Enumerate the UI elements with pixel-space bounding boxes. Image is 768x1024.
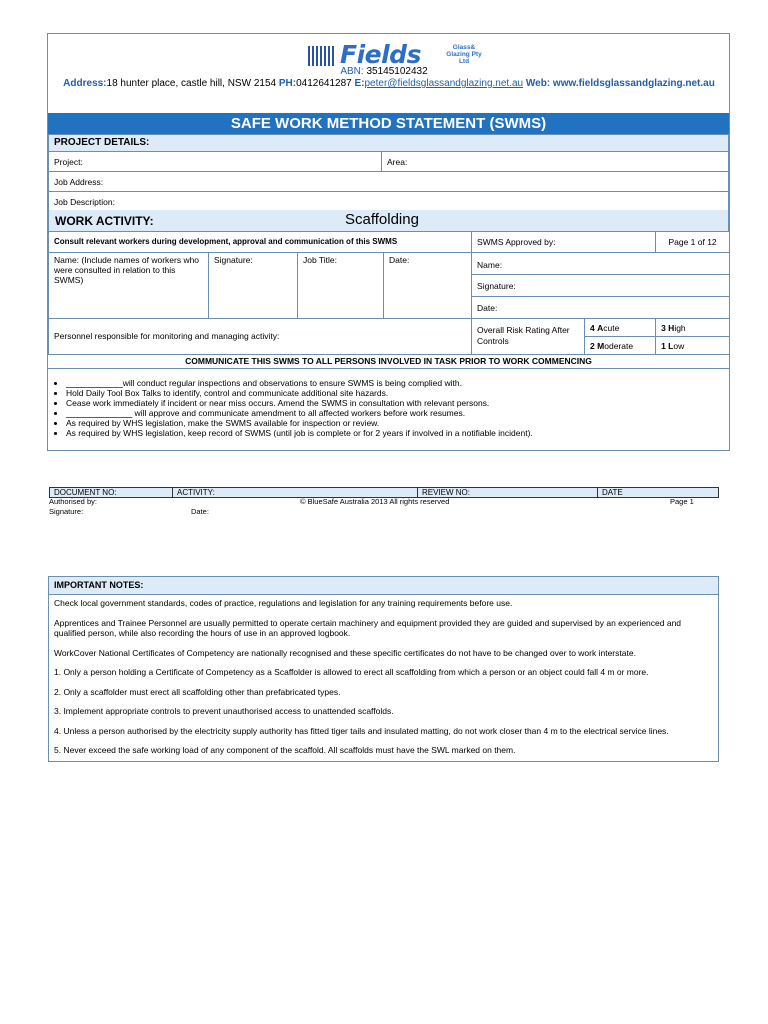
consult-section [48,232,729,355]
approver-date-field[interactable]: Date: [472,296,730,318]
important-notes-box [48,576,719,762]
note-item: 3. Implement appropriate controls to prevent unauthorised access to unattended scaffolds. [54,706,394,716]
consulted-workers-date-column[interactable]: Date: [384,252,472,318]
address-line [48,78,730,89]
list-item: • As required by WHS legislation, make the SWMS available for inspection or review. [66,418,729,428]
note-paragraph: Check local government standards, codes of practice, regulations and legislation for any training requirements before use. [54,598,513,608]
risk-acute[interactable]: 4 Acute [585,318,656,336]
approved-by-label: SWMS Approved by: [472,232,656,252]
divider [48,368,729,369]
footer-date: DATE [598,488,719,498]
address-value: 18 hunter place, castle hill, NSW 2154 [106,78,277,89]
project-field[interactable]: Project: [49,152,382,172]
job-description-field[interactable]: Job Description: [49,192,729,212]
communicate-heading: COMMUNICATE THIS SWMS TO ALL PERSONS INVOLVED IN TASK PRIOR TO WORK COMMENCING [185,356,592,366]
note-paragraph: WorkCover National Certificates of Competency are nationally recognised and these specific certificates do not have to be changed over to work interstate. [54,647,636,658]
work-activity-heading: WORK ACTIVITY: [55,214,154,228]
list-item: • ______________ will approve and communicate amendment to all affected workers before work resumes. [66,408,729,418]
note-item: 2. Only a scaffolder must erect all scaffolding other than prefabricated types. [54,686,341,697]
note-item: 5. Never exceed the safe working load of any component of the scaffold. All scaffolds must have the SWL marked on them. [54,745,516,755]
job-address-field[interactable]: Job Address: [49,172,729,192]
footer-document-no: DOCUMENT NO: [50,488,173,498]
footer-authorised-by: Authorised by: [49,497,97,506]
list-item: • Cease work immediately if incident or near miss occurs. Amend the SWMS in consultation with relevant persons. [66,398,729,408]
web-label: Web: [525,78,551,89]
work-activity-value: Scaffolding [345,211,419,228]
logo-subtext: Glass& Glazing Pty Ltd [446,44,482,65]
important-notes-heading: IMPORTANT NOTES: [49,577,718,595]
footer-date-label: Date: [191,507,209,516]
abn-value: 35145102432 [366,66,428,77]
abn-label: ABN: [340,66,364,77]
communicate-list [48,378,729,438]
footer-copyright: © BlueSafe Australia 2013 All rights reserved [300,497,450,506]
list-item: • Hold Daily Tool Box Talks to identify, control and communicate additional site hazards. [66,388,729,398]
risk-low[interactable]: 1 Low [656,336,730,354]
project-details-section [48,134,729,212]
note-item: 1. Only a person holding a Certificate of Competency as a Scaffolder is allowed to erect all scaffolding from which a person or an object could fall 4 m or more. [54,667,649,677]
footer-activity: ACTIVITY: [173,488,418,498]
approver-signature-field[interactable]: Signature: [472,274,730,296]
consulted-workers-signature-column[interactable]: Signature: [209,252,298,318]
list-item: • As required by WHS legislation, keep record of SWMS (until job is complete or for 2 years if involved in a notifiable incident). [66,428,729,438]
list-item: • ____________will conduct regular inspections and observations to ensure SWMS is being complied with. [66,378,729,388]
phone-value: 0412641287 [296,78,352,89]
consult-text: Consult relevant workers during development, approval and communication of this SWMS [49,232,472,252]
work-activity-row [48,210,729,232]
phone-label: PH: [278,78,297,89]
web-value[interactable]: www.fieldsglassandglazing.net.au [552,78,715,89]
overall-risk-label: Overall Risk Rating After Controls [472,318,585,354]
footer-review-no: REVIEW NO: [418,488,598,498]
document-title: SAFE WORK METHOD STATEMENT (SWMS) [48,113,729,134]
footer-signature: Signature: [49,507,84,516]
abn-line [0,66,768,77]
personnel-responsible-field[interactable]: Personnel responsible for monitoring and managing activity: [49,318,472,354]
project-details-heading: PROJECT DETAILS: [49,135,729,152]
note-paragraph: Apprentices and Trainee Personnel are usually permitted to operate certain machinery and equipment provided they are guided and supervised by an experienced and qualified person, while also recording the hours of use in an approved logbook. [54,617,682,638]
logo-bars-icon [308,46,336,66]
consulted-workers-job-title-column[interactable]: Job Title: [298,252,384,318]
footer-page: Page 1 [670,497,694,506]
email-label: E: [354,78,365,89]
consulted-workers-name-column[interactable]: Name: (Include names of workers who were consulted in relation to this SWMS) [49,252,209,318]
approver-name-field[interactable]: Name: [472,252,730,274]
note-item: 4. Unless a person authorised by the electricity supply authority has fitted tiger tails and insulated matting, do not work closer than 4 m to the electrical service lines. [54,725,669,736]
risk-high[interactable]: 3 High [656,318,730,336]
risk-moderate[interactable]: 2 Moderate [585,336,656,354]
logo-text: Fields [340,40,421,69]
address-label: Address: [63,78,107,89]
area-field[interactable]: Area: [382,152,729,172]
email-link[interactable]: peter@fieldsglassandglazing.net.au [364,78,524,89]
page-indicator: Page 1 of 12 [656,232,730,252]
